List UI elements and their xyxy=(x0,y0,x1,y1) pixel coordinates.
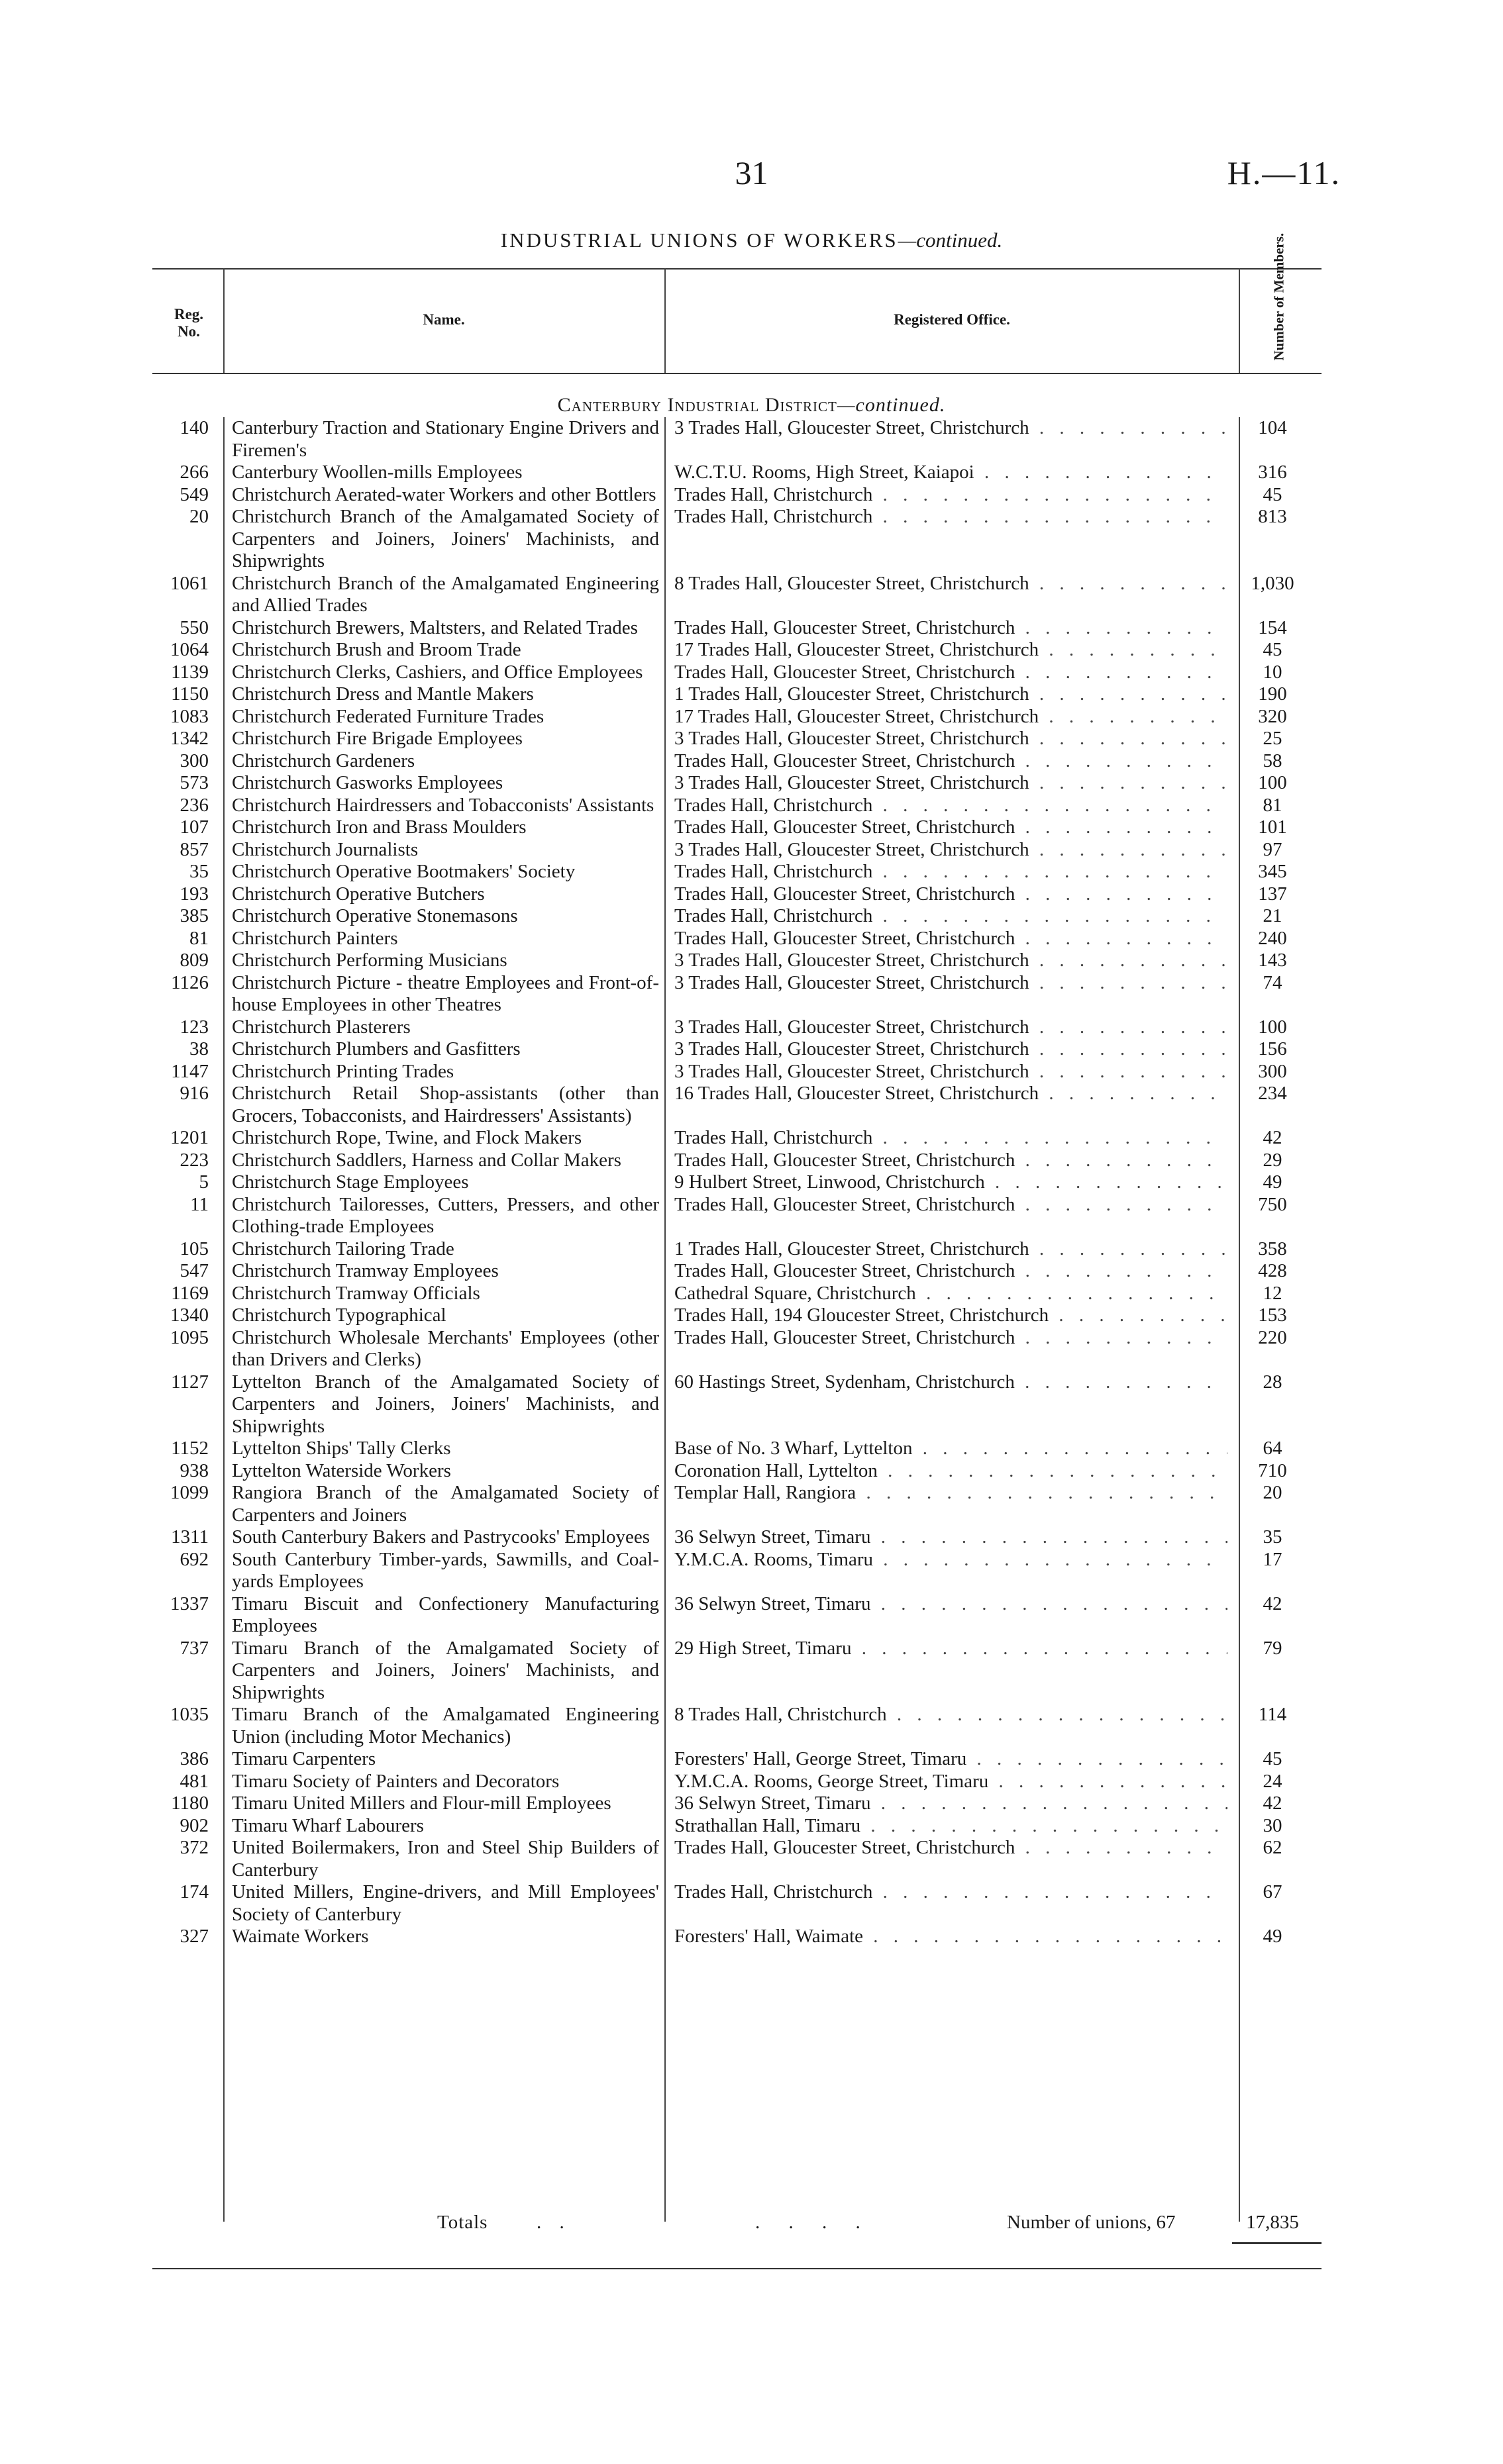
member-count: 100 xyxy=(1258,1016,1287,1038)
table-row xyxy=(0,1815,1503,1838)
union-name: Christchurch Clerks, Cashiers, and Office Employees xyxy=(232,661,643,683)
reg-number: 902 xyxy=(180,1814,209,1836)
member-count: 24 xyxy=(1263,1770,1282,1792)
totals-members: 17,835 xyxy=(1246,2212,1299,2233)
union-name: Christchurch Painters xyxy=(232,927,398,949)
reg-number: 266 xyxy=(180,462,209,483)
table-row xyxy=(0,1260,1503,1283)
union-name: Christchurch Retail Shop-assistants (other than Grocers, Tobacconists, and Hairdressers' Assistants) xyxy=(232,1083,659,1126)
column-header-members: Number of Members. xyxy=(1270,232,1287,361)
column-header-office: Registered Office. xyxy=(894,311,1010,328)
registered-office: 17 Trades Hall, Gloucester Street, Christchurch . . . xyxy=(674,639,1227,662)
table-row xyxy=(0,1748,1503,1771)
union-name: Christchurch Picture - theatre Employees and Front-of-house Employees in other Theatres xyxy=(232,971,659,1015)
registered-office: Cathedral Square, Christchurch . . . xyxy=(674,1283,1227,1305)
registered-office: Y.M.C.A. Rooms, Timaru . . . xyxy=(674,1549,1227,1571)
union-name: Christchurch Plasterers xyxy=(232,1016,411,1038)
registered-office: Trades Hall, Christchurch . . . xyxy=(674,1881,1227,1904)
registered-office: 3 Trades Hall, Gloucester Street, Christchurch . . . xyxy=(674,972,1227,995)
column-header-reg: Reg. No. xyxy=(174,306,204,340)
table-row xyxy=(0,972,1503,1016)
reg-number: 11 xyxy=(190,1193,209,1215)
table-row xyxy=(0,1038,1503,1061)
registered-office: 3 Trades Hall, Gloucester Street, Christchurch . . . xyxy=(674,950,1227,972)
member-count: 45 xyxy=(1263,1748,1282,1769)
reg-number: 105 xyxy=(180,1238,209,1259)
union-name: Lyttelton Branch of the Amalgamated Society of Carpenters and Joiners, Joiners' Machinists, and Shipwrights xyxy=(232,1371,659,1437)
reg-number: 737 xyxy=(180,1637,209,1659)
reg-number: 1169 xyxy=(171,1282,209,1304)
document-code: H.—11. xyxy=(1227,154,1341,191)
union-name: Christchurch Brush and Broom Trade xyxy=(232,639,521,660)
union-name: Timaru Carpenters xyxy=(232,1748,376,1769)
district-heading xyxy=(0,394,1503,417)
member-count: 1,030 xyxy=(1251,572,1294,594)
union-name: Christchurch Wholesale Merchants' Employees (other than Drivers and Clerks) xyxy=(232,1326,659,1370)
table-row xyxy=(0,1482,1503,1526)
member-count: 79 xyxy=(1263,1637,1282,1659)
union-name: Christchurch Tailoresses, Cutters, Pressers, and other Clothing-trade Employees xyxy=(232,1193,659,1237)
table-row xyxy=(0,750,1503,773)
reg-number: 857 xyxy=(180,838,209,860)
member-count: 300 xyxy=(1258,1060,1287,1082)
table-row xyxy=(0,861,1503,883)
member-count: 67 xyxy=(1263,1881,1282,1902)
table-row xyxy=(0,1238,1503,1261)
reg-number: 1152 xyxy=(171,1438,209,1459)
totals-label: Totals xyxy=(437,2212,488,2233)
registered-office: Trades Hall, Gloucester Street, Christchurch . . . xyxy=(674,883,1227,906)
union-name: Christchurch Tramway Officials xyxy=(232,1282,480,1304)
reg-number: 20 xyxy=(189,506,209,527)
table-row xyxy=(0,484,1503,507)
reg-number: 1180 xyxy=(171,1793,209,1814)
registered-office: Trades Hall, Gloucester Street, Christchurch . . . xyxy=(674,1260,1227,1283)
table-row xyxy=(0,1771,1503,1793)
header-bottom-rule xyxy=(152,373,1322,374)
registered-office: 17 Trades Hall, Gloucester Street, Christchurch . . . xyxy=(674,706,1227,728)
member-count: 64 xyxy=(1263,1438,1282,1459)
union-name: Lyttelton Ships' Tally Clerks xyxy=(232,1438,451,1459)
registered-office: 36 Selwyn Street, Timaru . . . xyxy=(674,1793,1227,1815)
reg-number: 1337 xyxy=(170,1593,209,1614)
reg-number: 809 xyxy=(180,950,209,971)
reg-number: 123 xyxy=(180,1016,209,1038)
reg-number: 1083 xyxy=(170,705,209,727)
registered-office: 3 Trades Hall, Gloucester Street, Christchurch . . . xyxy=(674,772,1227,795)
registered-office: Trades Hall, Gloucester Street, Christchurch . . . xyxy=(674,617,1227,640)
reg-number: 193 xyxy=(180,883,209,905)
registered-office: Foresters' Hall, Waimate . . . xyxy=(674,1926,1227,1948)
table-row xyxy=(0,839,1503,862)
reg-number: 327 xyxy=(180,1926,209,1947)
union-name: Timaru United Millers and Flour-mill Employees xyxy=(232,1793,611,1814)
reg-number: 107 xyxy=(180,816,209,838)
member-count: 97 xyxy=(1263,838,1282,860)
union-name: Timaru Branch of the Amalgamated Society of Carpenters and Joiners, Joiners' Machinists, and Shipwrights xyxy=(232,1637,659,1703)
reg-number: 35 xyxy=(189,861,209,882)
table-row xyxy=(0,1171,1503,1194)
reg-number: 481 xyxy=(180,1770,209,1792)
union-name: Christchurch Stage Employees xyxy=(232,1171,469,1193)
union-name: Rangiora Branch of the Amalgamated Society of Carpenters and Joiners xyxy=(232,1482,659,1526)
union-name: Christchurch Tailoring Trade xyxy=(232,1238,454,1259)
header-divider-name xyxy=(664,268,666,373)
registered-office: 1 Trades Hall, Gloucester Street, Christchurch . . . xyxy=(674,1238,1227,1261)
registered-office: Coronation Hall, Lyttelton . . . xyxy=(674,1460,1227,1483)
union-name: Christchurch Iron and Brass Moulders xyxy=(232,816,527,838)
table-row xyxy=(0,573,1503,617)
member-count: 156 xyxy=(1258,1038,1287,1060)
registered-office: 1 Trades Hall, Gloucester Street, Christchurch . . . xyxy=(674,683,1227,706)
union-name: Christchurch Performing Musicians xyxy=(232,950,507,971)
member-count: 21 xyxy=(1263,905,1282,926)
table-row xyxy=(0,928,1503,950)
table-row xyxy=(0,1305,1503,1327)
reg-number: 1061 xyxy=(170,572,209,594)
table-row xyxy=(0,1704,1503,1748)
member-count: 345 xyxy=(1258,861,1287,882)
member-count: 74 xyxy=(1263,971,1282,993)
registered-office: Trades Hall, Christchurch . . . xyxy=(674,484,1227,507)
table-row xyxy=(0,1371,1503,1438)
reg-number: 1150 xyxy=(171,683,209,705)
reg-number: 573 xyxy=(180,772,209,793)
reg-number: 223 xyxy=(180,1149,209,1171)
reg-number: 1127 xyxy=(171,1371,209,1393)
union-name: Christchurch Branch of the Amalgamated Engineering and Allied Trades xyxy=(232,572,659,616)
union-name: Christchurch Tramway Employees xyxy=(232,1260,499,1281)
registered-office: Trades Hall, Christchurch . . . xyxy=(674,905,1227,928)
reg-number: 1139 xyxy=(171,661,209,683)
table-row xyxy=(0,795,1503,817)
member-count: 101 xyxy=(1258,816,1287,838)
table-row xyxy=(0,1194,1503,1238)
header-top-rule xyxy=(152,268,1322,270)
member-count: 17 xyxy=(1263,1548,1282,1570)
district-continued: —continued. xyxy=(837,394,946,416)
union-name: United Millers, Engine-drivers, and Mill Employees' Society of Canterbury xyxy=(232,1881,659,1925)
reg-number: 140 xyxy=(180,417,209,438)
union-table xyxy=(0,417,1503,1948)
member-count: 813 xyxy=(1258,506,1287,527)
reg-number: 549 xyxy=(180,483,209,505)
reg-number: 547 xyxy=(180,1260,209,1281)
reg-number: 372 xyxy=(180,1837,209,1858)
reg-number: 38 xyxy=(189,1038,209,1060)
member-count: 49 xyxy=(1263,1926,1282,1947)
union-name: United Boilermakers, Iron and Steel Ship Builders of Canterbury xyxy=(232,1837,659,1881)
member-count: 28 xyxy=(1263,1371,1282,1393)
table-row xyxy=(0,1127,1503,1150)
table-row xyxy=(0,950,1503,972)
registered-office: Strathallan Hall, Timaru . . . xyxy=(674,1815,1227,1838)
table-row xyxy=(0,706,1503,728)
reg-number: 81 xyxy=(189,927,209,949)
table-row xyxy=(0,728,1503,750)
table-row xyxy=(0,1061,1503,1083)
table-row xyxy=(0,1593,1503,1638)
union-name: Christchurch Typographical xyxy=(232,1305,446,1326)
table-row xyxy=(0,417,1503,462)
table-row xyxy=(0,1881,1503,1926)
union-name: Christchurch Aerated-water Workers and other Bottlers xyxy=(232,483,656,505)
registered-office: Trades Hall, Gloucester Street, Christchurch . . . xyxy=(674,928,1227,950)
member-count: 316 xyxy=(1258,462,1287,483)
member-count: 49 xyxy=(1263,1171,1282,1193)
reg-number: 938 xyxy=(180,1459,209,1481)
member-count: 710 xyxy=(1258,1459,1287,1481)
member-count: 137 xyxy=(1258,883,1287,905)
union-name: Canterbury Woollen-mills Employees xyxy=(232,462,523,483)
union-name: South Canterbury Bakers and Pastrycooks' Employees xyxy=(232,1526,650,1548)
union-name: Christchurch Fire Brigade Employees xyxy=(232,728,523,749)
union-name: Christchurch Operative Butchers xyxy=(232,883,485,905)
union-name: Timaru Branch of the Amalgamated Engineering Union (including Motor Mechanics) xyxy=(232,1704,659,1748)
registered-office: Trades Hall, Christchurch . . . xyxy=(674,861,1227,883)
registered-office: 3 Trades Hall, Gloucester Street, Christchurch . . . xyxy=(674,417,1227,440)
district-name: Canterbury Industrial District xyxy=(557,394,837,416)
union-name: Christchurch Saddlers, Harness and Collar Makers xyxy=(232,1149,621,1171)
union-name: Christchurch Rope, Twine, and Flock Makers xyxy=(232,1127,582,1148)
member-count: 45 xyxy=(1263,483,1282,505)
reg-number: 385 xyxy=(180,905,209,926)
registered-office: 8 Trades Hall, Christchurch . . . xyxy=(674,1704,1227,1726)
registered-office: 60 Hastings Street, Sydenham, Christchurch . . . xyxy=(674,1371,1227,1394)
member-count: 750 xyxy=(1258,1193,1287,1215)
registered-office: Foresters' Hall, George Street, Timaru . . . xyxy=(674,1748,1227,1771)
table-row xyxy=(0,1837,1503,1881)
union-name: Christchurch Operative Bootmakers' Society xyxy=(232,861,576,882)
member-count: 154 xyxy=(1258,616,1287,638)
registered-office: Y.M.C.A. Rooms, George Street, Timaru . . . xyxy=(674,1771,1227,1793)
registered-office: 9 Hulbert Street, Linwood, Christchurch . . . xyxy=(674,1171,1227,1194)
registered-office: W.C.T.U. Rooms, High Street, Kaiapoi . . . xyxy=(674,462,1227,484)
member-count: 358 xyxy=(1258,1238,1287,1259)
reg-number: 236 xyxy=(180,794,209,816)
member-count: 45 xyxy=(1263,639,1282,660)
heading-continued: —continued. xyxy=(898,228,1003,252)
totals-union-count: Number of unions, 67 xyxy=(1007,2212,1176,2233)
member-count: 320 xyxy=(1258,705,1287,727)
union-name: Waimate Workers xyxy=(232,1926,369,1947)
table-row xyxy=(0,816,1503,839)
table-row xyxy=(0,662,1503,684)
totals-leader-dots: . . xyxy=(537,2212,571,2233)
table-row xyxy=(0,1638,1503,1704)
registered-office: Base of No. 3 Wharf, Lyttelton . . . xyxy=(674,1438,1227,1460)
registered-office: Trades Hall, 194 Gloucester Street, Christchurch . . . xyxy=(674,1305,1227,1327)
member-count: 42 xyxy=(1263,1127,1282,1148)
reg-number: 300 xyxy=(180,750,209,771)
header-divider-reg xyxy=(223,268,225,373)
reg-number: 1095 xyxy=(170,1326,209,1348)
union-name: Christchurch Journalists xyxy=(232,838,419,860)
member-count: 30 xyxy=(1263,1814,1282,1836)
registered-office: 3 Trades Hall, Gloucester Street, Christchurch . . . xyxy=(674,1016,1227,1039)
union-name: South Canterbury Timber-yards, Sawmills, and Coal-yards Employees xyxy=(232,1548,659,1592)
registered-office: 3 Trades Hall, Gloucester Street, Christchurch . . . xyxy=(674,728,1227,750)
table-row xyxy=(0,1460,1503,1483)
union-name: Timaru Society of Painters and Decorators xyxy=(232,1770,560,1792)
table-row xyxy=(0,1926,1503,1948)
member-count: 428 xyxy=(1258,1260,1287,1281)
table-row xyxy=(0,462,1503,484)
header-divider-office xyxy=(1239,268,1240,373)
table-row xyxy=(0,1327,1503,1371)
table-row xyxy=(0,617,1503,640)
union-name: Christchurch Branch of the Amalgamated Society of Carpenters and Joiners, Joiners' Machinists, and Shipwrights xyxy=(232,506,659,571)
member-count: 190 xyxy=(1258,683,1287,705)
table-row xyxy=(0,1083,1503,1127)
member-count: 114 xyxy=(1258,1704,1287,1725)
registered-office: Trades Hall, Christchurch . . . xyxy=(674,795,1227,817)
member-count: 42 xyxy=(1263,1593,1282,1614)
member-count: 25 xyxy=(1263,728,1282,749)
reg-number: 1342 xyxy=(170,728,209,749)
registered-office: Trades Hall, Gloucester Street, Christchurch . . . xyxy=(674,750,1227,773)
member-count: 12 xyxy=(1263,1282,1282,1304)
registered-office: Trades Hall, Gloucester Street, Christchurch . . . xyxy=(674,1327,1227,1350)
reg-number: 1126 xyxy=(171,971,209,993)
reg-number: 1035 xyxy=(170,1704,209,1725)
registered-office: 3 Trades Hall, Gloucester Street, Christchurch . . . xyxy=(674,1061,1227,1083)
table-row xyxy=(0,772,1503,795)
table-row xyxy=(0,1438,1503,1460)
union-name: Christchurch Federated Furniture Trades xyxy=(232,705,544,727)
member-count: 20 xyxy=(1263,1482,1282,1503)
table-row xyxy=(0,506,1503,573)
reg-number: 1064 xyxy=(170,639,209,660)
member-count: 58 xyxy=(1263,750,1282,771)
reg-number: 1147 xyxy=(171,1060,209,1082)
registered-office: 3 Trades Hall, Gloucester Street, Christchurch . . . xyxy=(674,1038,1227,1061)
registered-office: Templar Hall, Rangiora . . . xyxy=(674,1482,1227,1504)
union-name: Christchurch Hairdressers and Tobacconists' Assistants xyxy=(232,794,654,816)
table-row xyxy=(0,639,1503,662)
member-count: 100 xyxy=(1258,772,1287,793)
totals-double-rule xyxy=(1232,2242,1322,2244)
union-name: Christchurch Dress and Mantle Makers xyxy=(232,683,534,705)
table-bottom-rule xyxy=(152,2268,1322,2269)
table-row xyxy=(0,883,1503,906)
reg-number: 1201 xyxy=(170,1127,209,1148)
union-name: Christchurch Plumbers and Gasfitters xyxy=(232,1038,521,1060)
table-row xyxy=(0,1549,1503,1593)
registered-office: Trades Hall, Gloucester Street, Christchurch . . . xyxy=(674,816,1227,839)
member-count: 10 xyxy=(1263,661,1282,683)
member-count: 42 xyxy=(1263,1793,1282,1814)
table-row xyxy=(0,1150,1503,1172)
registered-office: 29 High Street, Timaru . . . xyxy=(674,1638,1227,1660)
union-name: Timaru Biscuit and Confectionery Manufacturing Employees xyxy=(232,1593,659,1636)
registered-office: Trades Hall, Gloucester Street, Christchurch . . . xyxy=(674,1194,1227,1216)
member-count: 35 xyxy=(1263,1526,1282,1548)
table-row xyxy=(0,1016,1503,1039)
union-name: Christchurch Brewers, Maltsters, and Related Trades xyxy=(232,616,638,638)
table-row xyxy=(0,1283,1503,1305)
registered-office: 3 Trades Hall, Gloucester Street, Christchurch . . . xyxy=(674,839,1227,862)
union-name: Christchurch Printing Trades xyxy=(232,1060,454,1082)
table-row xyxy=(0,1793,1503,1815)
member-count: 62 xyxy=(1263,1837,1282,1858)
reg-number: 386 xyxy=(180,1748,209,1769)
reg-number: 1099 xyxy=(170,1482,209,1503)
registered-office: Trades Hall, Christchurch . . . xyxy=(674,506,1227,528)
reg-number: 5 xyxy=(199,1171,209,1193)
union-name: Canterbury Traction and Stationary Engine Drivers and Firemen's xyxy=(232,417,659,461)
union-name: Timaru Wharf Labourers xyxy=(232,1814,424,1836)
reg-number: 692 xyxy=(180,1548,209,1570)
member-count: 29 xyxy=(1263,1149,1282,1171)
registered-office: Trades Hall, Christchurch . . . xyxy=(674,1127,1227,1150)
column-header-name: Name. xyxy=(423,311,465,328)
registered-office: 36 Selwyn Street, Timaru . . . xyxy=(674,1593,1227,1616)
registered-office: 16 Trades Hall, Gloucester Street, Christchurch . . . xyxy=(674,1083,1227,1105)
member-count: 240 xyxy=(1258,927,1287,949)
table-row xyxy=(0,683,1503,706)
member-count: 153 xyxy=(1258,1305,1287,1326)
registered-office: Trades Hall, Gloucester Street, Christchurch . . . xyxy=(674,1150,1227,1172)
registered-office: 36 Selwyn Street, Timaru . . . xyxy=(674,1526,1227,1549)
totals-office-dots: . . . . xyxy=(755,2212,872,2233)
member-count: 104 xyxy=(1258,417,1287,438)
registered-office: Trades Hall, Gloucester Street, Christchurch . . . xyxy=(674,1837,1227,1859)
union-name: Christchurch Gasworks Employees xyxy=(232,772,503,793)
member-count: 143 xyxy=(1258,950,1287,971)
union-name: Christchurch Operative Stonemasons xyxy=(232,905,518,926)
union-name: Lyttelton Waterside Workers xyxy=(232,1459,451,1481)
page-number: 31 xyxy=(735,154,768,191)
heading-title: INDUSTRIAL UNIONS OF WORKERS xyxy=(500,228,898,252)
registered-office: Trades Hall, Gloucester Street, Christchurch . . . xyxy=(674,662,1227,684)
union-name: Christchurch Gardeners xyxy=(232,750,415,771)
reg-number: 550 xyxy=(180,616,209,638)
member-count: 220 xyxy=(1258,1326,1287,1348)
member-count: 81 xyxy=(1263,794,1282,816)
registered-office: 8 Trades Hall, Gloucester Street, Christchurch . . . xyxy=(674,573,1227,595)
reg-number: 1340 xyxy=(170,1305,209,1326)
reg-number: 1311 xyxy=(171,1526,209,1548)
table-row xyxy=(0,1526,1503,1549)
member-count: 234 xyxy=(1258,1083,1287,1104)
table-row xyxy=(0,905,1503,928)
reg-number: 916 xyxy=(180,1083,209,1104)
reg-number: 174 xyxy=(180,1881,209,1902)
